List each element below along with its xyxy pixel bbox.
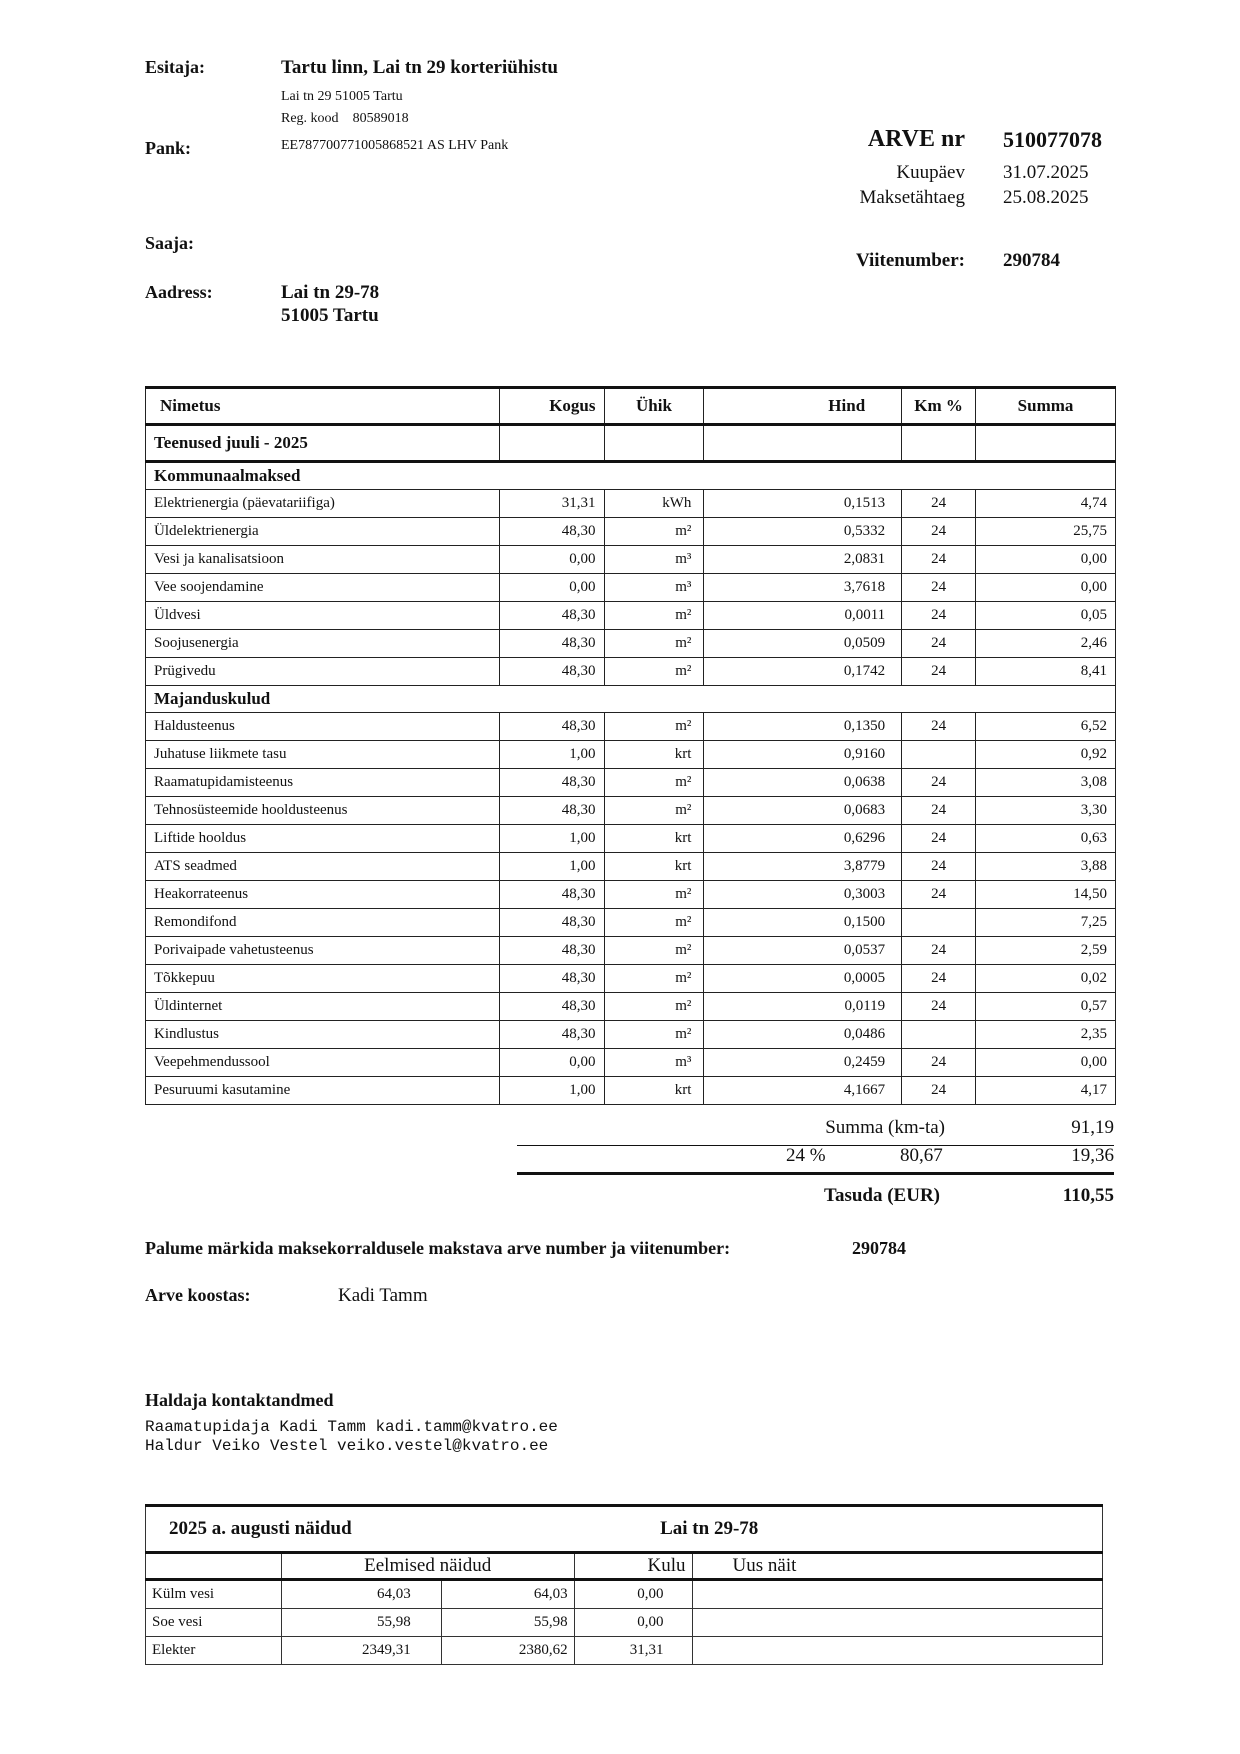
- payment-notice-ref: 290784: [852, 1238, 906, 1258]
- item-quantity: 1,00: [499, 1077, 604, 1105]
- item-sum: 0,57: [976, 993, 1116, 1021]
- readings-header-previous: Eelmised näidud: [281, 1553, 574, 1580]
- item-name: Raamatupidamisteenus: [146, 769, 500, 797]
- item-unit: m²: [604, 518, 704, 546]
- reading-new-input[interactable]: [692, 1609, 1102, 1637]
- recipient-address-line2: 51005 Tartu: [281, 305, 379, 326]
- item-sum: 8,41: [976, 658, 1116, 686]
- item-name: Veepehmendussool: [146, 1049, 500, 1077]
- item-sum: 0,00: [976, 1049, 1116, 1077]
- item-quantity: 48,30: [499, 797, 604, 825]
- item-unit: m³: [604, 1049, 704, 1077]
- recipient-address-line1: Lai tn 29-78: [281, 282, 380, 303]
- table-row: [146, 1049, 1116, 1077]
- item-sum: 4,17: [976, 1077, 1116, 1105]
- group-row: [146, 686, 1116, 713]
- table-row: [146, 825, 1116, 853]
- table-row: [146, 909, 1116, 937]
- item-sum: 6,52: [976, 713, 1116, 741]
- table-row: [146, 658, 1116, 686]
- item-name: Elektrienergia (päevatariifiga): [146, 490, 500, 518]
- address-label: Aadress:: [145, 282, 213, 302]
- item-price: 2,0831: [704, 546, 902, 574]
- readings-title-row: [146, 1506, 1103, 1553]
- readings-address: Lai tn 29-78: [574, 1506, 1102, 1553]
- invoice-table: [145, 386, 1116, 1105]
- table-row: [146, 769, 1116, 797]
- readings-header-usage: Kulu: [574, 1553, 692, 1580]
- col-header-quantity: Kogus: [499, 388, 604, 425]
- item-vat: [902, 909, 976, 937]
- item-sum: 3,30: [976, 797, 1116, 825]
- item-vat: 24: [902, 630, 976, 658]
- item-quantity: 48,30: [499, 769, 604, 797]
- item-price: 0,0683: [704, 797, 902, 825]
- item-name: Haldusteenus: [146, 713, 500, 741]
- item-unit: m²: [604, 769, 704, 797]
- item-price: 0,0119: [704, 993, 902, 1021]
- item-price: 0,1513: [704, 490, 902, 518]
- item-price: 0,9160: [704, 741, 902, 769]
- vat-rate: 24 %: [786, 1145, 826, 1166]
- item-sum: 2,59: [976, 937, 1116, 965]
- item-name: Vesi ja kanalisatsioon: [146, 546, 500, 574]
- issuer-reg: [281, 111, 409, 127]
- item-quantity: 1,00: [499, 853, 604, 881]
- col-header-sum: Summa: [976, 388, 1116, 425]
- item-price: 0,0486: [704, 1021, 902, 1049]
- item-quantity: 48,30: [499, 1021, 604, 1049]
- item-unit: m²: [604, 965, 704, 993]
- item-unit: krt: [604, 825, 704, 853]
- prepared-by-name: Kadi Tamm: [338, 1285, 428, 1306]
- due-date-label: Maksetähtaeg: [859, 187, 965, 208]
- group-title: Majanduskulud: [146, 686, 1116, 713]
- item-price: 0,0537: [704, 937, 902, 965]
- invoice-title: ARVE nr: [867, 126, 965, 152]
- reading-previous-1: 64,03: [281, 1580, 441, 1609]
- item-quantity: 48,30: [499, 602, 604, 630]
- item-sum: 2,46: [976, 630, 1116, 658]
- reference-label: Viitenumber:: [855, 250, 965, 271]
- item-name: Liftide hooldus: [146, 825, 500, 853]
- item-unit: m²: [604, 881, 704, 909]
- item-unit: krt: [604, 1077, 704, 1105]
- item-vat: 24: [902, 518, 976, 546]
- col-header-price: Hind: [704, 388, 902, 425]
- item-sum: 3,08: [976, 769, 1116, 797]
- reading-previous-1: 2349,31: [281, 1637, 441, 1665]
- bank-label: Pank:: [145, 138, 192, 158]
- item-quantity: 1,00: [499, 825, 604, 853]
- issuer-address: Lai tn 29 51005 Tartu: [281, 89, 403, 104]
- item-quantity: 48,30: [499, 518, 604, 546]
- table-row: [146, 490, 1116, 518]
- item-vat: 24: [902, 1077, 976, 1105]
- table-row: [146, 965, 1116, 993]
- readings-title: 2025 a. augusti näidud: [146, 1506, 575, 1553]
- amount-due-label: Tasuda (EUR): [824, 1185, 940, 1206]
- item-unit: m²: [604, 713, 704, 741]
- item-vat: 24: [902, 574, 976, 602]
- item-quantity: 31,31: [499, 490, 604, 518]
- reference-number: 290784: [1003, 250, 1060, 271]
- group-row: [146, 462, 1116, 490]
- invoice-date: 31.07.2025: [1003, 162, 1089, 183]
- table-row: [146, 574, 1116, 602]
- item-price: 0,3003: [704, 881, 902, 909]
- item-unit: m²: [604, 1021, 704, 1049]
- item-price: 0,0011: [704, 602, 902, 630]
- invoice-number: 510077078: [1003, 127, 1102, 152]
- item-quantity: 48,30: [499, 658, 604, 686]
- item-vat: 24: [902, 658, 976, 686]
- table-row: [146, 741, 1116, 769]
- item-sum: 2,35: [976, 1021, 1116, 1049]
- item-unit: krt: [604, 741, 704, 769]
- table-row: [146, 546, 1116, 574]
- item-sum: 4,74: [976, 490, 1116, 518]
- readings-header-new: Uus näit: [692, 1553, 1102, 1580]
- item-vat: 24: [902, 853, 976, 881]
- reading-new-input[interactable]: [692, 1637, 1102, 1665]
- reading-new-input[interactable]: [692, 1580, 1102, 1609]
- table-row: [146, 797, 1116, 825]
- item-unit: m²: [604, 797, 704, 825]
- reading-previous-2: 64,03: [441, 1580, 574, 1609]
- item-unit: m³: [604, 574, 704, 602]
- item-name: Üldinternet: [146, 993, 500, 1021]
- item-unit: m³: [604, 546, 704, 574]
- item-sum: 0,92: [976, 741, 1116, 769]
- readings-row: [146, 1609, 1103, 1637]
- item-sum: 14,50: [976, 881, 1116, 909]
- item-name: Tehnosüsteemide hooldusteenus: [146, 797, 500, 825]
- item-price: 0,0005: [704, 965, 902, 993]
- table-header-row: [146, 388, 1116, 425]
- item-quantity: 48,30: [499, 937, 604, 965]
- table-row: [146, 518, 1116, 546]
- item-quantity: 48,30: [499, 993, 604, 1021]
- item-name: Kindlustus: [146, 1021, 500, 1049]
- contact-line-accountant: Raamatupidaja Kadi Tamm kadi.tamm@kvatro.ee: [145, 1418, 558, 1436]
- reading-previous-2: 55,98: [441, 1609, 574, 1637]
- item-vat: [902, 1021, 976, 1049]
- table-row: [146, 881, 1116, 909]
- table-row: [146, 853, 1116, 881]
- item-price: 3,8779: [704, 853, 902, 881]
- readings-row: [146, 1637, 1103, 1665]
- item-price: 4,1667: [704, 1077, 902, 1105]
- issuer-name: Tartu linn, Lai tn 29 korteriühistu: [281, 57, 558, 78]
- item-name: ATS seadmed: [146, 853, 500, 881]
- item-name: Prügivedu: [146, 658, 500, 686]
- readings-header-row: [146, 1553, 1103, 1580]
- subtotal-value: 91,19: [1071, 1117, 1114, 1138]
- amount-due-value: 110,55: [1062, 1185, 1114, 1206]
- item-sum: 7,25: [976, 909, 1116, 937]
- recipient-label: Saaja:: [145, 233, 194, 253]
- item-vat: 24: [902, 713, 976, 741]
- item-vat: 24: [902, 825, 976, 853]
- item-name: Pesuruumi kasutamine: [146, 1077, 500, 1105]
- item-sum: 0,05: [976, 602, 1116, 630]
- vat-amount: 19,36: [1071, 1145, 1114, 1166]
- date-label: Kuupäev: [896, 162, 965, 183]
- item-name: Porivaipade vahetusteenus: [146, 937, 500, 965]
- item-sum: 0,63: [976, 825, 1116, 853]
- item-name: Üldelektrienergia: [146, 518, 500, 546]
- reg-code: 80589018: [352, 111, 409, 126]
- item-price: 3,7618: [704, 574, 902, 602]
- table-row: [146, 1021, 1116, 1049]
- item-name: Remondifond: [146, 909, 500, 937]
- item-price: 0,1742: [704, 658, 902, 686]
- item-vat: 24: [902, 769, 976, 797]
- item-sum: 0,00: [976, 546, 1116, 574]
- vat-base: 80,67: [900, 1145, 943, 1166]
- table-row: [146, 713, 1116, 741]
- reading-previous-2: 2380,62: [441, 1637, 574, 1665]
- item-vat: 24: [902, 602, 976, 630]
- item-name: Heakorrateenus: [146, 881, 500, 909]
- contact-line-manager: Haldur Veiko Vestel veiko.vestel@kvatro.ee: [145, 1437, 549, 1455]
- item-quantity: 48,30: [499, 713, 604, 741]
- item-sum: 0,00: [976, 574, 1116, 602]
- table-row: [146, 630, 1116, 658]
- item-unit: m²: [604, 909, 704, 937]
- col-header-vat: Km %: [902, 388, 976, 425]
- item-unit: m²: [604, 658, 704, 686]
- item-name: Juhatuse liikmete tasu: [146, 741, 500, 769]
- item-price: 0,6296: [704, 825, 902, 853]
- item-name: Soojusenergia: [146, 630, 500, 658]
- period-row: [146, 425, 1116, 462]
- item-quantity: 48,30: [499, 630, 604, 658]
- item-vat: 24: [902, 797, 976, 825]
- item-vat: 24: [902, 490, 976, 518]
- item-sum: 25,75: [976, 518, 1116, 546]
- reading-name: Soe vesi: [146, 1609, 282, 1637]
- issuer-label: Esitaja:: [145, 57, 205, 77]
- item-price: 0,5332: [704, 518, 902, 546]
- item-quantity: 0,00: [499, 574, 604, 602]
- item-unit: m²: [604, 602, 704, 630]
- item-quantity: 48,30: [499, 881, 604, 909]
- group-title: Kommunaalmaksed: [146, 462, 1116, 490]
- bank-account: EE787700771005868521 AS LHV Pank: [281, 138, 509, 153]
- item-unit: m²: [604, 937, 704, 965]
- item-vat: [902, 741, 976, 769]
- item-quantity: 1,00: [499, 741, 604, 769]
- item-price: 0,2459: [704, 1049, 902, 1077]
- table-row: [146, 993, 1116, 1021]
- item-unit: kWh: [604, 490, 704, 518]
- item-unit: krt: [604, 853, 704, 881]
- item-name: Üldvesi: [146, 602, 500, 630]
- due-date: 25.08.2025: [1003, 187, 1089, 208]
- reading-name: Elekter: [146, 1637, 282, 1665]
- reading-usage: 31,31: [574, 1637, 692, 1665]
- period-label: Teenused juuli - 2025: [146, 425, 500, 462]
- reading-usage: 0,00: [574, 1580, 692, 1609]
- item-quantity: 48,30: [499, 909, 604, 937]
- reading-name: Külm vesi: [146, 1580, 282, 1609]
- col-header-unit: Ühik: [604, 388, 704, 425]
- item-vat: 24: [902, 993, 976, 1021]
- item-vat: 24: [902, 1049, 976, 1077]
- col-header-name: Nimetus: [146, 388, 500, 425]
- item-vat: 24: [902, 965, 976, 993]
- reg-label: Reg. kood: [281, 111, 339, 126]
- reading-usage: 0,00: [574, 1609, 692, 1637]
- contacts-title: Haldaja kontaktandmed: [145, 1390, 334, 1410]
- item-quantity: 48,30: [499, 965, 604, 993]
- item-price: 0,1350: [704, 713, 902, 741]
- item-quantity: 0,00: [499, 546, 604, 574]
- item-name: Tõkkepuu: [146, 965, 500, 993]
- item-name: Vee soojendamine: [146, 574, 500, 602]
- item-unit: m²: [604, 630, 704, 658]
- item-price: 0,1500: [704, 909, 902, 937]
- prepared-by-label: Arve koostas:: [145, 1285, 251, 1305]
- meter-readings-table: [145, 1504, 1103, 1665]
- subtotal-label: Summa (km-ta): [825, 1117, 945, 1138]
- item-sum: 0,02: [976, 965, 1116, 993]
- readings-row: [146, 1580, 1103, 1609]
- table-row: [146, 1077, 1116, 1105]
- payment-notice: Palume märkida maksekorraldusele makstava arve number ja viitenumber:: [145, 1238, 731, 1258]
- item-vat: 24: [902, 546, 976, 574]
- item-price: 0,0509: [704, 630, 902, 658]
- totals-divider-thick: [517, 1172, 1114, 1175]
- table-row: [146, 937, 1116, 965]
- item-vat: 24: [902, 937, 976, 965]
- item-sum: 3,88: [976, 853, 1116, 881]
- reading-previous-1: 55,98: [281, 1609, 441, 1637]
- item-price: 0,0638: [704, 769, 902, 797]
- item-quantity: 0,00: [499, 1049, 604, 1077]
- item-vat: 24: [902, 881, 976, 909]
- table-row: [146, 602, 1116, 630]
- item-unit: m²: [604, 993, 704, 1021]
